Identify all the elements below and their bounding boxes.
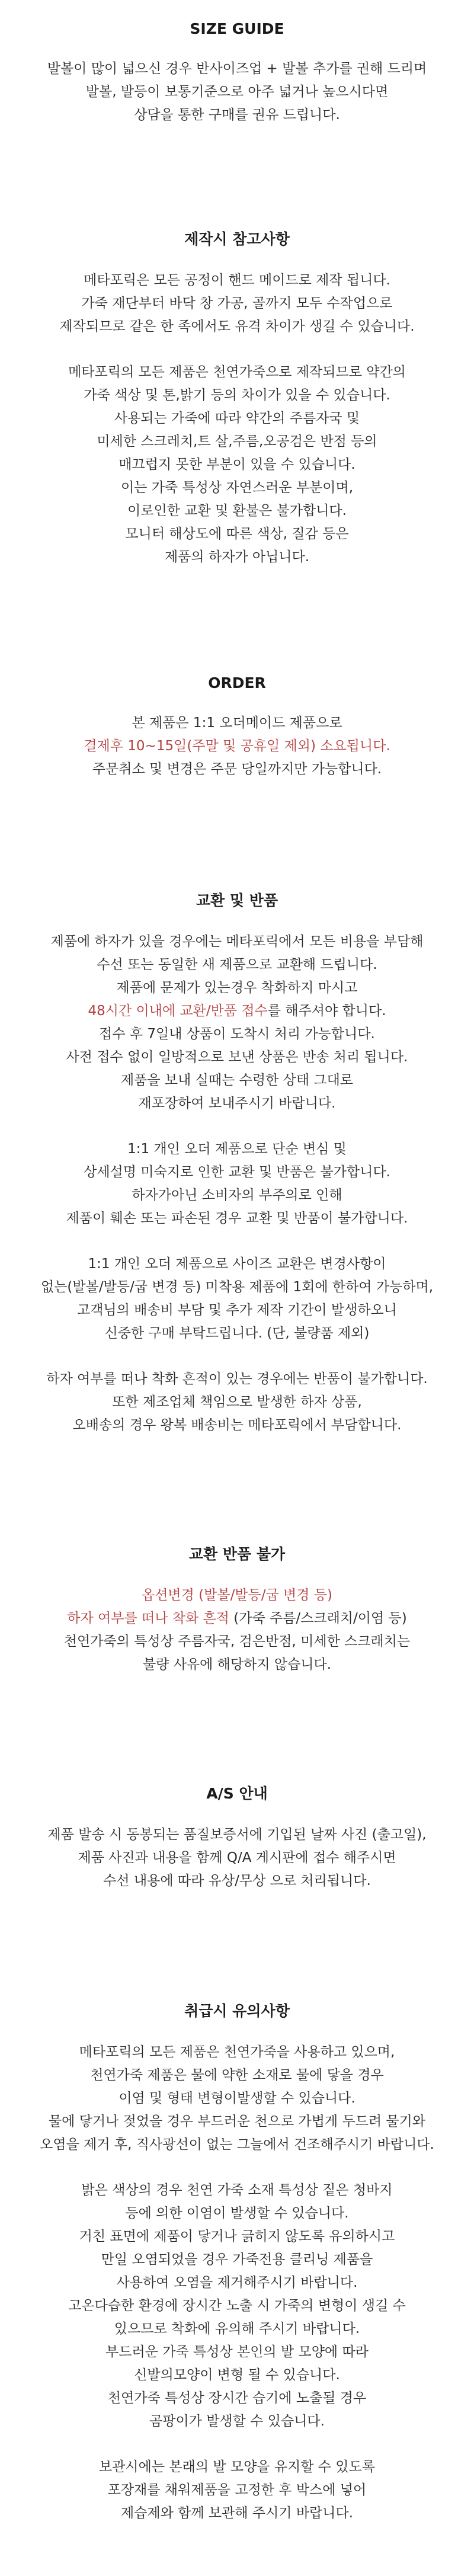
text-line: 발볼이 많이 넓으신 경우 반사이즈업 + 발볼 추가를 권해 드리며 xyxy=(47,61,427,76)
text-line: 메타포릭의 모든 제품은 천연가죽을 사용하고 있으며, xyxy=(79,2044,395,2060)
text-line: 가죽 재단부터 바닥 창 가공, 골까지 모두 수작업으로 xyxy=(81,296,393,311)
text-line: 수선 내용에 따라 유상/무상 으로 처리됩니다. xyxy=(103,1873,371,1889)
text-line: 제품에 문제가 있는경우 착화하지 마시고 xyxy=(116,980,358,996)
text-line: 보관시에는 본래의 발 모양을 유지할 수 있도록 xyxy=(98,2459,375,2475)
text-line: 밝은 색상의 경우 천연 가죽 소재 특성상 짙은 청바지 xyxy=(81,2183,393,2198)
exchange-paragraph xyxy=(0,1138,474,1230)
text-line: 천연가죽 제품은 물에 약한 소재로 물에 닿을 경우 xyxy=(90,2068,384,2083)
size-guide-title: SIZE GUIDE xyxy=(190,20,284,37)
text-line: 이염 및 형태 변형이발생할 수 있습니다. xyxy=(118,2091,356,2106)
text-line: 불량 사유에 해당하지 않습니다. xyxy=(142,1657,332,1672)
exchange-title: 교환 및 반품 xyxy=(196,892,278,909)
exchange-paragraph xyxy=(0,1253,474,1345)
text-line: 이로인한 교환 및 환불은 불가합니다. xyxy=(127,503,347,519)
text-line: 미세한 스크레치,트 살,주름,오공검은 반점 등의 xyxy=(97,434,377,449)
wear-trace-highlight: 하자 여부를 떠나 착화 흔적 xyxy=(67,1611,229,1626)
text-line: 고온다습한 환경에 장시간 노출 시 가죽의 변형이 생길 수 xyxy=(68,2298,406,2313)
care-title: 취급시 유의사항 xyxy=(184,2002,290,2020)
text-line: 신중한 구매 부탁드립니다. (단, 불량품 제외) xyxy=(104,1326,370,1341)
production-notes-section xyxy=(0,228,474,569)
text-line: 매끄럽지 못한 부분이 있을 수 있습니다. xyxy=(118,457,356,472)
text-line: 또한 제조업체 책임으로 발생한 하자 상품, xyxy=(112,1394,362,1410)
text-line: 제품 사진과 내용을 함께 Q/A 게시판에 접수 해주시면 xyxy=(78,1850,396,1865)
exchange-section xyxy=(0,889,474,1437)
text-fragment: (가죽 주름/스크래치/이염 등) xyxy=(229,1611,407,1626)
text-line: 접수 후 7일내 상품이 도착시 처리 가능합니다. xyxy=(99,1026,375,1042)
no-exchange-paragraph xyxy=(0,1584,474,1676)
option-change-highlight: 옵션변경 (발볼/발등/굽 변경 등) xyxy=(142,1588,332,1603)
text-line: 물에 닿거나 젖었을 경우 부드러운 천으로 가볍게 두드려 물기와 xyxy=(48,2114,426,2129)
text-line: 발볼, 발등이 보통기준으로 아주 넓거나 높으시다면 xyxy=(85,84,389,100)
exchange-paragraph xyxy=(0,1368,474,1437)
text-line: 모니터 해상도에 따른 색상, 질감 등은 xyxy=(125,526,349,542)
text-line: 제품의 하자가 아닙니다. xyxy=(164,549,310,565)
text-line: 가죽 색상 및 톤,밝기 등의 차이가 있을 수 있습니다. xyxy=(84,388,390,403)
text-line: 하자가아닌 소비자의 부주의로 인해 xyxy=(132,1188,342,1203)
text-line: 상담을 통한 구매를 권유 드립니다. xyxy=(134,107,340,123)
text-line: 거친 표면에 제품이 닿거나 긁히지 않도록 유의하시고 xyxy=(79,2229,395,2244)
text-line: 고객님의 배송비 부담 및 추가 제작 기간이 발생하오니 xyxy=(77,1303,397,1318)
production-notes-title: 제작시 참고사항 xyxy=(184,231,290,248)
text-line: 수선 또는 동일한 새 제품으로 교환해 드립니다. xyxy=(97,957,377,972)
text-line: 천연가죽의 특성상 주름자국, 검은반점, 미세한 스크래치는 xyxy=(63,1634,411,1649)
as-info-title: A/S 안내 xyxy=(206,1785,268,1802)
text-line: 메타포릭은 모든 공정이 핸드 메이드로 제작 됩니다. xyxy=(84,273,390,288)
text-line: 제품에 하자가 있을 경우에는 메타포릭에서 모든 비용을 부담해 xyxy=(50,934,424,949)
text-line: 사용되는 가죽에 따라 약간의 주름자국 및 xyxy=(114,411,360,426)
text-line: 1:1 개인 오더 제품으로 사이즈 교환은 변경사항이 xyxy=(88,1256,386,1272)
text-line: 있으므로 착화에 유의해 주시기 바랍니다. xyxy=(114,2321,360,2337)
order-title: ORDER xyxy=(208,674,266,692)
care-paragraph xyxy=(0,2179,474,2433)
text-line: 사용하여 오염을 제거해주시기 바랍니다. xyxy=(116,2275,358,2290)
text-line: 천연가죽 특성상 장시간 습기에 노출될 경우 xyxy=(107,2391,367,2406)
text-line: 상세설명 미숙지로 인한 교환 및 반품은 불가합니다. xyxy=(84,1164,390,1180)
care-section xyxy=(0,1999,474,2525)
care-paragraph xyxy=(0,2456,474,2525)
as-info-paragraph xyxy=(0,1823,474,1893)
text-line: 제품이 훼손 또는 파손된 경우 교환 및 반품이 불가합니다. xyxy=(66,1211,408,1226)
text-line: 신발의모양이 변형 될 수 있습니다. xyxy=(134,2367,340,2383)
order-paragraph xyxy=(0,712,474,781)
text-line: 본 제품은 1:1 오더메이드 제품으로 xyxy=(132,715,342,731)
no-exchange-section xyxy=(0,1543,474,1676)
size-guide-paragraph xyxy=(0,57,474,127)
text-line: 제품 발송 시 동봉되는 품질보증서에 기입된 날짜 사진 (출고일), xyxy=(47,1827,427,1842)
care-paragraph xyxy=(0,2041,474,2156)
production-notes-paragraph xyxy=(0,361,474,569)
text-line: 이는 가죽 특성상 자연스러운 부분이며, xyxy=(120,480,354,495)
production-period-highlight: 결제후 10~15일(주말 및 공휴일 제외) 소요됩니다. xyxy=(84,738,390,754)
text-line xyxy=(0,1000,474,1023)
size-guide-section xyxy=(0,0,474,127)
text-line: 제작되므로 같은 한 족에서도 유격 차이가 생길 수 있습니다. xyxy=(59,319,415,334)
text-line: 주문취소 및 변경은 주문 당일까지만 가능합니다. xyxy=(92,761,382,777)
order-section xyxy=(0,674,474,781)
text-line: 포장재를 채워제품을 고정한 후 박스에 넣어 xyxy=(107,2482,367,2498)
text-line: 없는(발볼/발등/굽 변경 등) 미착용 제품에 1회에 한하여 가능하며, xyxy=(40,1279,434,1295)
text-line: 재포장하여 보내주시기 바랍니다. xyxy=(138,1096,336,1111)
text-line: 등에 의한 이염이 발생할 수 있습니다. xyxy=(125,2206,349,2221)
exchange-paragraph xyxy=(0,930,474,1115)
return-deadline-highlight: 48시간 이내에 교환/반품 접수 xyxy=(88,1003,268,1019)
text-line: 만일 오염되었을 경우 가죽전용 클리닝 제품을 xyxy=(101,2252,373,2267)
as-info-section xyxy=(0,1782,474,1893)
text-line: 제품을 보내 실때는 수령한 상태 그대로 xyxy=(120,1073,354,1088)
text-line: 곰팡이가 발생할 수 있습니다. xyxy=(149,2414,325,2429)
text-line: 1:1 개인 오더 제품으로 단순 변심 및 xyxy=(127,1141,347,1157)
no-exchange-title: 교환 반품 불가 xyxy=(188,1545,286,1563)
text-line xyxy=(0,1607,474,1630)
production-notes-paragraph xyxy=(0,269,474,338)
text-line: 메타포릭의 모든 제품은 천연가죽으로 제작되므로 약간의 xyxy=(68,364,406,380)
text-fragment: 를 해주셔야 합니다. xyxy=(267,1003,386,1019)
text-line: 제습제와 함께 보관해 주시기 바랍니다. xyxy=(120,2505,354,2521)
text-line: 부드러운 가죽 특성상 본인의 발 모양에 따라 xyxy=(105,2344,369,2360)
text-line: 사전 접수 없이 일방적으로 보낸 상품은 반송 처리 됩니다. xyxy=(66,1049,408,1065)
text-line: 오염을 제거 후, 직사광선이 없는 그늘에서 건조해주시기 바랍니다. xyxy=(40,2137,434,2152)
text-line: 오배송의 경우 왕복 배송비는 메타포릭에서 부담합니다. xyxy=(72,1417,402,1433)
text-line: 하자 여부를 떠나 착화 흔적이 있는 경우에는 반품이 불가합니다. xyxy=(46,1371,428,1387)
